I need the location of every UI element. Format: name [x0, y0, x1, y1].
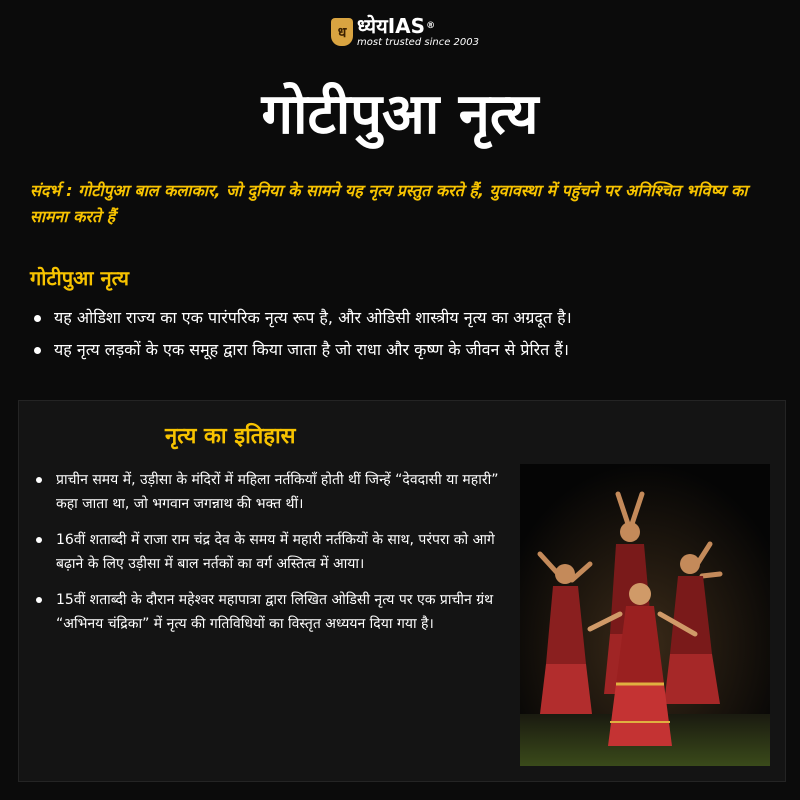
section-bullet-list — [30, 302, 790, 366]
list-item-text: यह नृत्य लड़कों के एक समूह द्वारा किया जाता है जो राधा और कृष्ण के जीवन से प्रेरित हैं। — [54, 340, 569, 359]
logo-brand — [357, 15, 435, 37]
logo-tagline: most trusted since 2003 — [357, 37, 479, 48]
logo-text — [357, 15, 479, 49]
bullet-dot-icon — [36, 477, 42, 483]
list-item — [30, 334, 790, 366]
history-heading: नृत्य का इतिहास — [165, 424, 296, 449]
dancers-photo — [520, 464, 770, 766]
list-item-text: 15वीं शताब्दी के दौरान महेश्वर महापात्रा द्वारा लिखित ओडिसी नृत्य पर एक प्राचीन ग्रंथ “अभिनय चंद्रिका” में नृत्य की गतिविधियों का विस्तृत अध्ययन दिया गया है। — [56, 592, 494, 632]
history-bullet-list — [30, 468, 512, 648]
dancers-illustration — [520, 464, 770, 766]
bullet-dot-icon — [34, 315, 41, 322]
list-item-text: प्राचीन समय में, उड़ीसा के मंदिरों में महिला नर्तकियाँ होती थीं जिन्हें “देवदासी या महारी” कहा जाता था, जो भगवान जगन्नाथ की भक्त थीं। — [56, 472, 499, 512]
section-heading: गोटीपुआ नृत्य — [30, 266, 129, 290]
context-text: संदर्भ : गोटीपुआ बाल कलाकार, जो दुनिया के सामने यह नृत्य प्रस्तुत करते हैं, युवावस्था में पहुंचने पर अनिश्चित भविष्य का सामना करते हैं — [30, 181, 748, 226]
logo-mark-icon: ध — [331, 18, 353, 46]
logo-brand-text: ध्येयIAS — [357, 14, 426, 38]
bullet-dot-icon — [36, 537, 42, 543]
logo-registered: ® — [426, 21, 436, 31]
bullet-dot-icon — [36, 597, 42, 603]
page-title: गोटीपुआ नृत्य — [261, 82, 539, 147]
list-item — [30, 588, 512, 636]
brand-logo — [330, 10, 480, 54]
list-item — [30, 468, 512, 516]
list-item — [30, 302, 790, 334]
bullet-dot-icon — [34, 347, 41, 354]
list-item-text: 16वीं शताब्दी में राजा राम चंद्र देव के समय में महारी नर्तकियों के साथ, परंपरा को आगे बढ़ाने के लिए उड़ीसा में बाल नर्तकों का वर्ग अस्तित्व में आया। — [56, 532, 495, 572]
list-item-text: यह ओडिशा राज्य का एक पारंपरिक नृत्य रूप है, और ओडिसी शास्त्रीय नृत्य का अग्रदूत है। — [54, 308, 572, 327]
list-item — [30, 528, 512, 576]
